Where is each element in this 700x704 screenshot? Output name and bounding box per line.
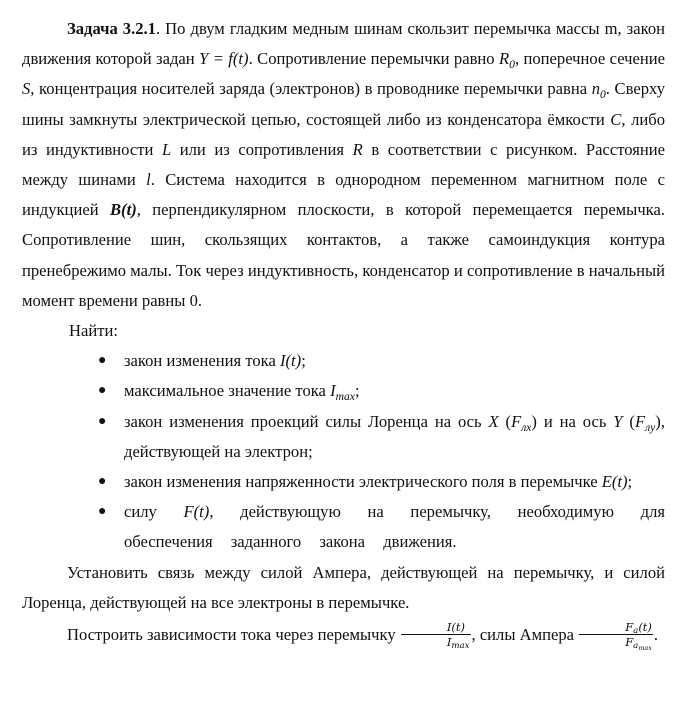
problem-title: Задача 3.2.1 [67,19,156,38]
bullet-icon: ● [98,353,107,369]
list-item: ● силу F(t), действующую на перемычку, необходимую для обеспечения заданного закона движения. [124,497,665,557]
bullet-icon: ● [98,474,107,490]
bullet-icon: ● [98,383,107,399]
plot-paragraph: Построить зависимости тока через перемычку $\frac{I(t)}{I_{max}}$ , силы Ампера $\frac{F_a(t)}{F_{a_{max}}}$ . [67,619,659,652]
find-label: Найти: [69,321,118,341]
problem-statement: Задача 3.2.1. По двум гладким медным шинам скользит перемычка массы m, закон движения которой задан Y = f(t). Сопротивление перемычки равно $R_0$, поперечное сечение S, концентрация носителей заряда (электронов) в проводнике перемычки равна $n_0$. Сверху шины замкнуты электрической цепью, состоящей либо из конденсатора ёмкости C, либо из индуктивности L или из сопротивления R в соответствии с рисунком. Расстояние между шинами l. Система находится в однородном переменном магнитном поле с индукцией B(t), перпендикулярном плоскости, в которой перемещается перемычка. Сопротивление шин, скользящих контактов, а также самоиндукция контура пренебрежимо малы. Ток через индуктивность, конденсатор и сопротивление в начальный момент времени равны 0. [22,19,666,310]
current-ratio-fraction: $\frac{I(t)}{I_{max}}$ [401,620,471,649]
document-page [22,14,665,651]
list-item: ● максимальное значение тока $I_{max}$; [124,376,665,406]
list-item: ● закон изменения проекций силы Лоренца на ось X $(F_{лx})$ и на ось Y $(F_{лy})$, действующей на электрон; [124,407,665,467]
list-item: ● закон изменения тока I(t); [124,346,665,376]
task-list [22,346,665,557]
relation-paragraph: Установить связь между силой Ампера, действующей на перемычку, и силой Лоренца, действующей на все электроны в перемычке. [22,562,665,612]
list-item: ● закон изменения напряженности электрического поля в перемычке E(t); [124,467,665,497]
bullet-icon: ● [98,413,107,429]
bullet-icon: ● [98,504,107,520]
ampere-ratio-fraction: $\frac{F_a(t)}{F_{a_{max}}}$ [579,620,653,649]
